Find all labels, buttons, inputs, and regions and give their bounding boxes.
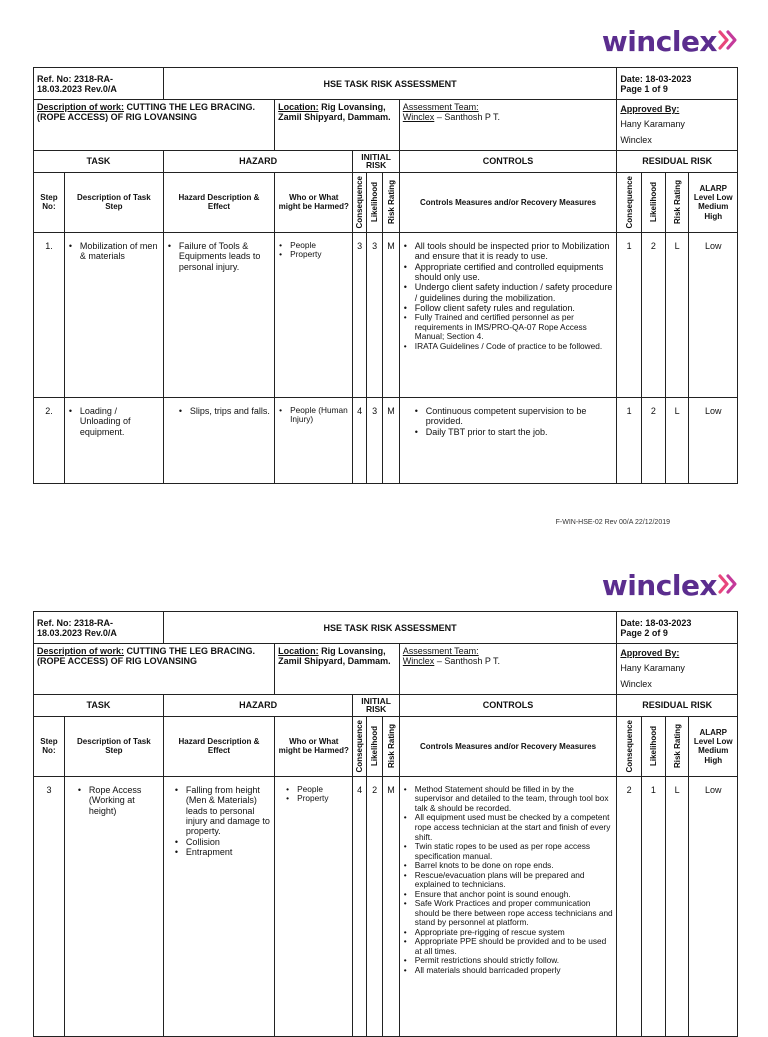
task-cell: • Mobilization of men & materials bbox=[64, 232, 163, 397]
initial-risk-header: INITIAL RISK bbox=[353, 150, 399, 172]
task-cell: • Rope Access (Working at height) bbox=[64, 776, 163, 1036]
residual-likelihood-value: 2 bbox=[642, 397, 666, 483]
form-footer-code: F-WIN-HSE-02 Rev 00/A 22/12/2019 bbox=[555, 519, 670, 526]
consequence-header: Consequence bbox=[353, 172, 366, 232]
double-chevron-icon bbox=[718, 573, 738, 600]
double-chevron-icon bbox=[718, 29, 738, 56]
step-number: 1. bbox=[34, 232, 65, 397]
task-step-header: Description of Task Step bbox=[64, 716, 163, 776]
residual-risk-rating-header: Risk Rating bbox=[665, 716, 689, 776]
residual-likelihood-value: 1 bbox=[642, 776, 666, 1036]
task-header: TASK bbox=[34, 150, 164, 172]
controls-measures-header: Controls Measures and/or Recovery Measures bbox=[399, 172, 617, 232]
residual-risk-value: L bbox=[665, 232, 689, 397]
residual-risk-value: L bbox=[665, 397, 689, 483]
date-page-cell: Date: 18-03-2023 Page 1 of 9 bbox=[617, 68, 738, 100]
hazard-cell: • Slips, trips and falls. bbox=[163, 397, 274, 483]
hazard-desc-header: Hazard Description & Effect bbox=[163, 716, 274, 776]
likelihood-value: 2 bbox=[366, 776, 382, 1036]
risk-assessment-table bbox=[33, 611, 738, 1037]
alarp-header: ALARP Level Low Medium High bbox=[689, 716, 738, 776]
residual-consequence-value: 1 bbox=[617, 397, 642, 483]
task-step-header: Description of Task Step bbox=[64, 172, 163, 232]
date-page-cell: Date: 18-03-2023 Page 2 of 9 bbox=[617, 612, 738, 644]
who-cell: • People • Property bbox=[275, 232, 353, 397]
residual-likelihood-header: Likelihood bbox=[642, 716, 666, 776]
consequence-value: 4 bbox=[353, 397, 366, 483]
controls-cell: • Method Statement should be filled in by the supervisor and detailed to the team, through tool box talk & should be recorded. • All equipment used must be checked by a competent rope access technician at the start and finish of every shift. • Twin static ropes to be used as per rope access specification manual. • Barrel knots to be done on rope ends. • Rescue/evacuation plans will be prepared and explained to technicians. • Ensure that anchor point is sound enough. • Safe Work Practices and proper communication should be there between rope access technicians and stand by personnel at platform. • Appropriate pre-rigging of rescue system • Appropriate PPE should be provided and to be used at all times. • Permit restrictions should strictly follow. • All materials should barricaded properly bbox=[399, 776, 617, 1036]
residual-risk-header: RESIDUAL RISK bbox=[617, 694, 738, 716]
who-harmed-header: Who or What might be Harmed? bbox=[275, 172, 353, 232]
location-cell: Location: Rig Lovansing, Zamil Shipyard, Dammam. bbox=[275, 100, 400, 151]
logo-wordmark: winclex bbox=[601, 569, 717, 602]
residual-risk-rating-header: Risk Rating bbox=[665, 172, 689, 232]
likelihood-header: Likelihood bbox=[366, 172, 382, 232]
assessment-team-cell: Assessment Team: Winclex – Santhosh P T. bbox=[399, 644, 617, 695]
residual-consequence-header: Consequence bbox=[617, 172, 642, 232]
form-title: HSE TASK RISK ASSESSMENT bbox=[163, 612, 616, 644]
risk-rating-value: M bbox=[383, 776, 399, 1036]
hazard-desc-header: Hazard Description & Effect bbox=[163, 172, 274, 232]
who-harmed-header: Who or What might be Harmed? bbox=[275, 716, 353, 776]
logo-wordmark: winclex bbox=[601, 25, 717, 58]
hazard-header: HAZARD bbox=[163, 150, 353, 172]
location-cell: Location: Rig Lovansing, Zamil Shipyard, Dammam. bbox=[275, 644, 400, 695]
hazard-cell: • Failure of Tools & Equipments leads to personal injury. bbox=[163, 232, 274, 397]
controls-header: CONTROLS bbox=[399, 694, 617, 716]
form-page-2 bbox=[0, 544, 768, 1024]
controls-header: CONTROLS bbox=[399, 150, 617, 172]
controls-cell: • Continuous competent supervision to be provided. • Daily TBT prior to start the job. bbox=[399, 397, 617, 483]
likelihood-header: Likelihood bbox=[366, 716, 382, 776]
form-title: HSE TASK RISK ASSESSMENT bbox=[163, 68, 616, 100]
risk-rating-header: Risk Rating bbox=[383, 172, 399, 232]
ref-no-cell: Ref. No: 2318-RA- 18.03.2023 Rev.0/A bbox=[34, 68, 164, 100]
ref-no-cell: Ref. No: 2318-RA- 18.03.2023 Rev.0/A bbox=[34, 612, 164, 644]
approved-by-cell: Approved By: Hany Karamany Winclex bbox=[617, 644, 738, 695]
assessment-team-cell: Assessment Team: Winclex – Santhosh P T. bbox=[399, 100, 617, 151]
alarp-value: Low bbox=[689, 232, 738, 397]
table-row bbox=[34, 776, 738, 1036]
approved-by-cell: Approved By: Hany Karamany Winclex bbox=[617, 100, 738, 151]
table-row bbox=[34, 232, 738, 397]
residual-consequence-header: Consequence bbox=[617, 716, 642, 776]
risk-assessment-table bbox=[33, 67, 738, 484]
step-number: 2. bbox=[34, 397, 65, 483]
who-cell: • People • Property bbox=[275, 776, 353, 1036]
winclex-logo bbox=[601, 25, 738, 58]
residual-risk-value: L bbox=[665, 776, 689, 1036]
step-no-header: Step No: bbox=[34, 716, 65, 776]
likelihood-value: 3 bbox=[366, 397, 382, 483]
residual-risk-header: RESIDUAL RISK bbox=[617, 150, 738, 172]
residual-consequence-value: 2 bbox=[617, 776, 642, 1036]
step-no-header: Step No: bbox=[34, 172, 65, 232]
hazard-cell: • Falling from height (Men & Materials) leads to personal injury and damage to property. • Collision • Entrapment bbox=[163, 776, 274, 1036]
hazard-header: HAZARD bbox=[163, 694, 353, 716]
consequence-value: 3 bbox=[353, 232, 366, 397]
residual-consequence-value: 1 bbox=[617, 232, 642, 397]
risk-rating-value: M bbox=[383, 232, 399, 397]
controls-cell: • All tools should be inspected prior to Mobilization and ensure that it is ready to use. • Appropriate certified and controlled equipments should only use. • Undergo client safety induction / safety procedure / guidelines during the mobilization. • Follow client safety rules and regulation. • Fully Trained and certified personnel as per requirements in IMS/PRO-QA-07 Rope Access Manual; Section 4. • IRATA Guidelines / Code of practice to be followed. bbox=[399, 232, 617, 397]
who-cell: • People (Human Injury) bbox=[275, 397, 353, 483]
risk-rating-header: Risk Rating bbox=[383, 716, 399, 776]
residual-likelihood-header: Likelihood bbox=[642, 172, 666, 232]
controls-measures-header: Controls Measures and/or Recovery Measures bbox=[399, 716, 617, 776]
alarp-header: ALARP Level Low Medium High bbox=[689, 172, 738, 232]
likelihood-value: 3 bbox=[366, 232, 382, 397]
alarp-value: Low bbox=[689, 776, 738, 1036]
step-number: 3 bbox=[34, 776, 65, 1036]
description-of-work: Description of work: CUTTING THE LEG BRACING. (ROPE ACCESS) OF RIG LOVANSING bbox=[34, 100, 275, 151]
task-cell: • Loading / Unloading of equipment. bbox=[64, 397, 163, 483]
winclex-logo bbox=[601, 569, 738, 602]
alarp-value: Low bbox=[689, 397, 738, 483]
initial-risk-header: INITIAL RISK bbox=[353, 694, 399, 716]
table-row bbox=[34, 397, 738, 483]
task-header: TASK bbox=[34, 694, 164, 716]
risk-rating-value: M bbox=[383, 397, 399, 483]
description-of-work: Description of work: CUTTING THE LEG BRACING. (ROPE ACCESS) OF RIG LOVANSING bbox=[34, 644, 275, 695]
consequence-header: Consequence bbox=[353, 716, 366, 776]
consequence-value: 4 bbox=[353, 776, 366, 1036]
residual-likelihood-value: 2 bbox=[642, 232, 666, 397]
